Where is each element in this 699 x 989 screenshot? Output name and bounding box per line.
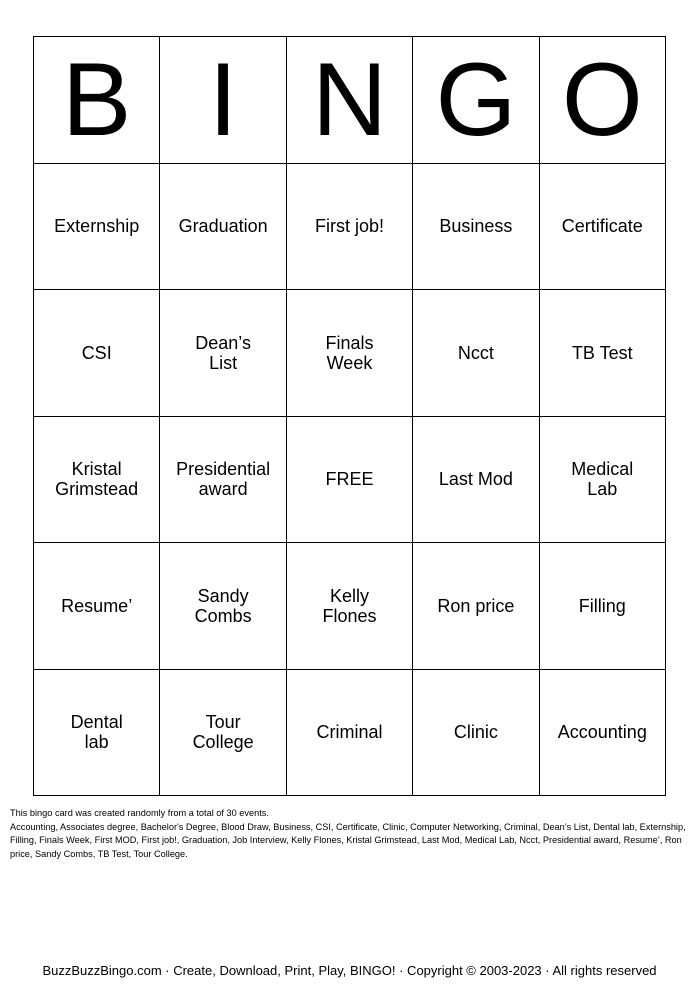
square-label: Certificate bbox=[561, 216, 643, 237]
events-footnote bbox=[10, 807, 690, 861]
bingo-square bbox=[287, 164, 413, 291]
bingo-square bbox=[34, 164, 160, 291]
square-label: Criminal bbox=[316, 722, 383, 743]
square-label: Ron price bbox=[437, 595, 515, 616]
bingo-square bbox=[540, 670, 666, 797]
bingo-square bbox=[34, 543, 160, 670]
header-letter-o: O bbox=[540, 37, 666, 164]
square-label: Sandy Combs bbox=[194, 585, 252, 626]
square-label: CSI bbox=[81, 342, 112, 363]
square-label: FREE bbox=[325, 469, 374, 490]
square-label: Kristal Grimstead bbox=[55, 459, 139, 500]
square-label: Tour College bbox=[192, 712, 254, 753]
square-label: Ncct bbox=[457, 342, 494, 363]
bingo-square bbox=[34, 417, 160, 544]
square-label: Medical Lab bbox=[571, 459, 634, 500]
bingo-square bbox=[160, 290, 286, 417]
square-label: Graduation bbox=[178, 216, 268, 237]
square-label: Kelly Flones bbox=[322, 585, 377, 626]
square-label: Last Mod bbox=[438, 469, 513, 490]
header-letter-g: G bbox=[413, 37, 539, 164]
bingo-square bbox=[287, 290, 413, 417]
square-label: TB Test bbox=[571, 342, 633, 363]
header-letter-b: B bbox=[34, 37, 160, 164]
bingo-square bbox=[287, 670, 413, 797]
square-label: Finals Week bbox=[325, 332, 374, 373]
square-label: Dental lab bbox=[70, 712, 123, 753]
free-square bbox=[287, 417, 413, 544]
bingo-card bbox=[33, 36, 666, 796]
square-label: Externship bbox=[54, 216, 140, 237]
square-label: Clinic bbox=[453, 722, 498, 743]
bingo-square bbox=[160, 543, 286, 670]
bingo-square bbox=[160, 670, 286, 797]
bingo-square bbox=[540, 417, 666, 544]
square-label: Accounting bbox=[557, 722, 647, 743]
bingo-square bbox=[540, 164, 666, 291]
copyright-footer: BuzzBuzzBingo.com · Create, Download, Print, Play, BINGO! · Copyright © 2003-2023 · All rights reserved bbox=[42, 963, 657, 978]
bingo-square bbox=[34, 290, 160, 417]
bingo-square bbox=[413, 164, 539, 291]
square-label: Resume’ bbox=[61, 595, 133, 616]
bingo-square bbox=[413, 417, 539, 544]
bingo-square bbox=[413, 670, 539, 797]
square-label: Presidential award bbox=[176, 459, 271, 500]
bingo-square bbox=[413, 290, 539, 417]
bingo-square bbox=[540, 543, 666, 670]
square-label: First job! bbox=[314, 216, 384, 237]
bingo-square bbox=[160, 164, 286, 291]
bingo-square bbox=[160, 417, 286, 544]
bingo-square bbox=[413, 543, 539, 670]
footnote-events-list: Accounting, Associates degree, Bachelor's Degree, Blood Draw, Business, CSI, Certificate, Clinic, Computer Networking, Criminal, Dean’s List, Dental lab, Externship, Filling, Finals Week, First MOD, First job!, Graduation, Job Interview, Kelly Flones, Kristal Grimstead, Last Mod, Medical Lab, Ncct, Presidential award, Resume’, Ron price, Sandy Combs, TB Test, Tour College. bbox=[10, 821, 686, 859]
header-letter-n: N bbox=[287, 37, 413, 164]
square-label: Dean’s List bbox=[195, 332, 251, 373]
bingo-square bbox=[540, 290, 666, 417]
square-label: Business bbox=[439, 216, 513, 237]
bingo-square bbox=[34, 670, 160, 797]
footnote-intro: This bingo card was created randomly from a total of 30 events. bbox=[10, 808, 269, 818]
header-letter-i: I bbox=[160, 37, 286, 164]
square-label: Filling bbox=[578, 595, 626, 616]
bingo-square bbox=[287, 543, 413, 670]
